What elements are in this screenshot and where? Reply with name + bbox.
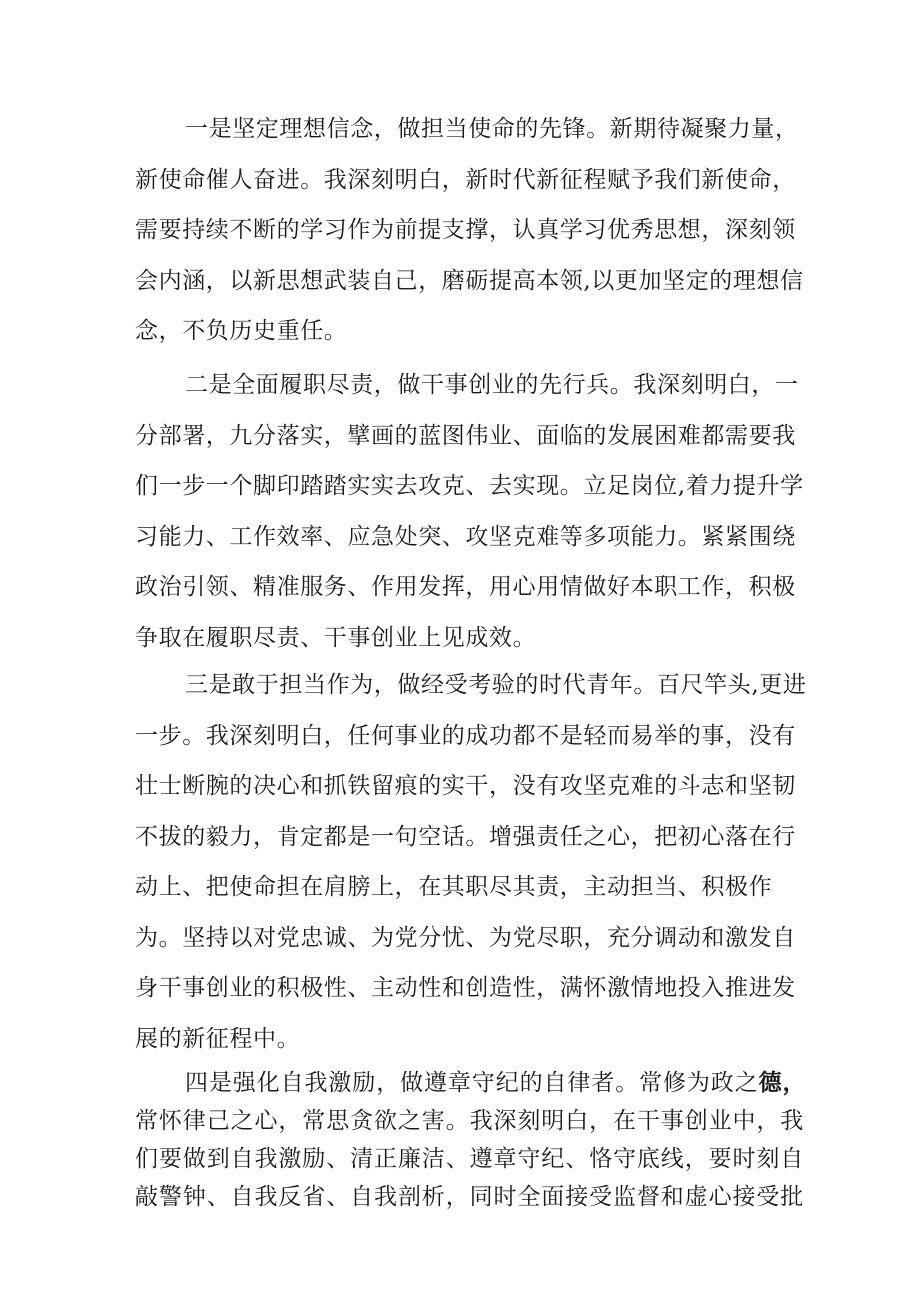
paragraph-self-discipline-rest: 常怀律己之心，常思贪欲之害。我深刻明白，在干事创业中，我们要做到自我激励、清正廉洁、遵章守纪、恪守底线，要时刻自敲警钟、自我反省、自我剖析，同时全面接受监督和虚心接受批 (135, 1108, 805, 1210)
paragraph-self-discipline-bold-word: 德， (758, 1069, 807, 1096)
paragraph-ideals: 一是坚定理想信念，做担当使命的先锋。新期待凝聚力量，新使命催人奋进。我深刻明白，新时代新征程赋予我们新使命，需要持续不断的学习作为前提支撑，认真学习优秀思想，深刻领会内涵，以新思想武装自己，磨砺提高本领,以更加坚定的理想信念，不负历史重任。 (135, 116, 804, 344)
paragraph-responsibility: 三是敢于担当作为，做经受考验的时代青年。百尺竿头,更进一步。我深刻明白，任何事业的成功都不是轻而易举的事，没有壮士断腕的决心和抓铁留痕的实干，没有攻坚克难的斗志和坚韧不拔的毅力，肯定都是一句空话。增强责任之心，把初心落在行动上、把使命担在肩膀上，在其职尽其责，主动担当、积极作为。坚持以对党忠诚、为党分忧、为党尽职，充分调动和激发自身干事创业的积极性、主动性和创造性，满怀激情地投入推进发展的新征程中。 (135, 672, 807, 1052)
paragraph-duties: 二是全面履职尽责，做干事创业的先行兵。我深刻明白，一分部署，九分落实，擘画的蓝图伟业、面临的发展困难都需要我们一步一个脚印踏踏实实去攻克、去实现。立足岗位,着力提升学习能力、工作效率、应急处突、攻坚克难等多项能力。紧紧围绕政治引领、精准服务、作用发挥，用心用情做好本职工作，积极争取在履职尽责、干事创业上见成效。 (135, 372, 804, 651)
paragraph-self-discipline (135, 1064, 815, 1216)
paragraph-self-discipline-lead: 四是强化自我激励，做遵章守纪的自律者。常修为政之 (185, 1070, 759, 1096)
